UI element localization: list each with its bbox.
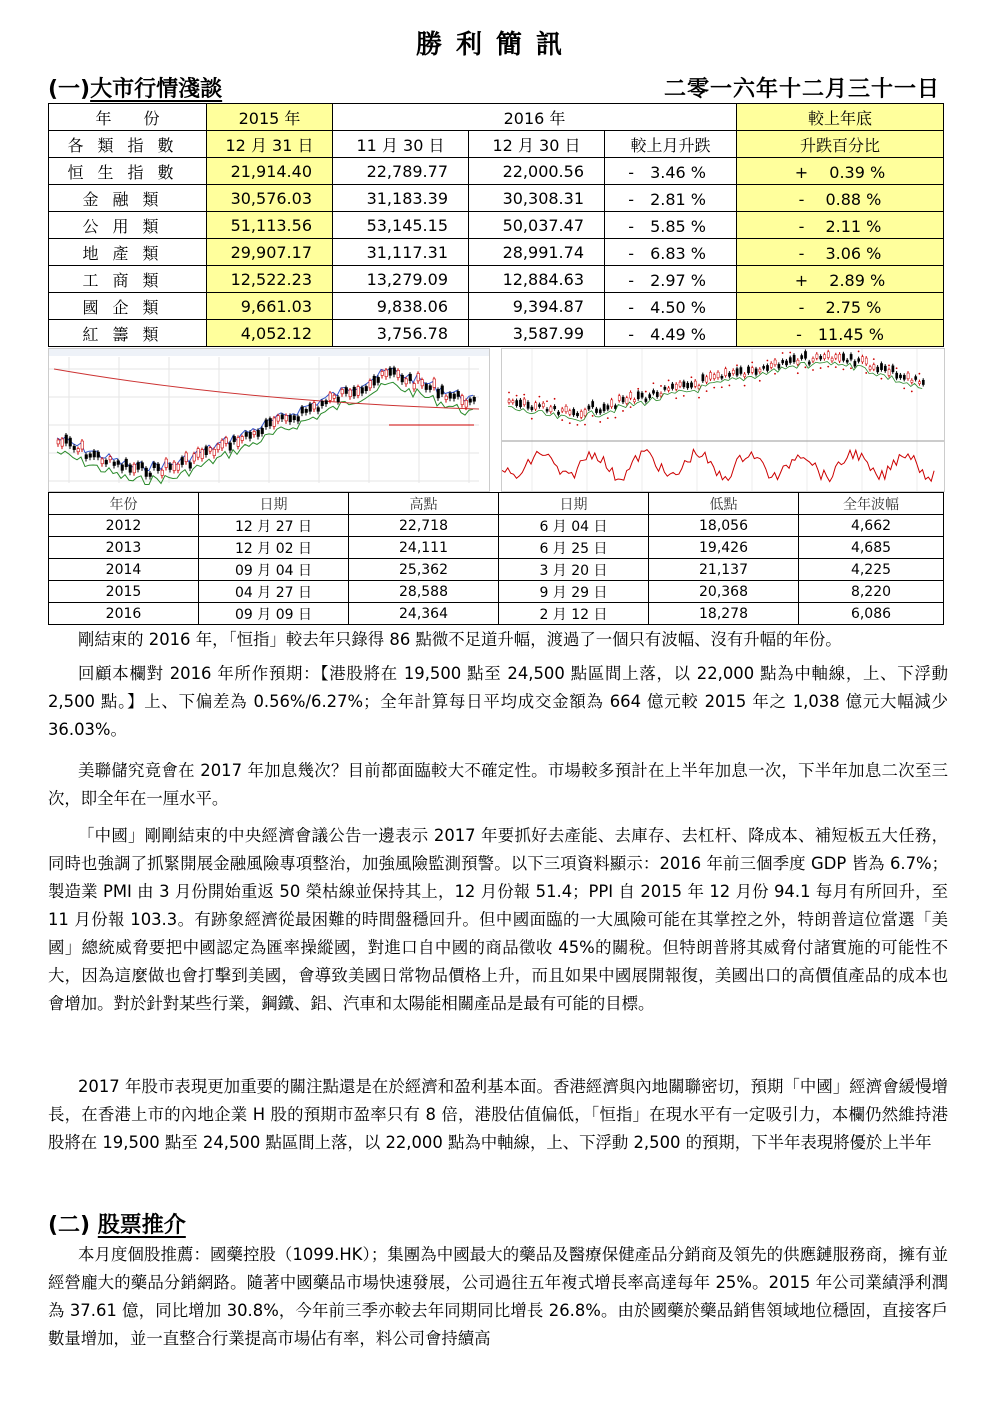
paragraph-3: 美聯儲究竟會在 2017 年加息幾次？目前都面臨較大不確定性。市場較多預計在上半年加息一次，下半年加息二次至三次，即全年在一厘水平。 xyxy=(48,761,948,808)
header-vs-last-year: 較上年底 xyxy=(737,104,944,131)
header-nov30: 11 月 30 日 xyxy=(333,131,469,158)
hl-range: 4,685 xyxy=(799,537,944,559)
hl-high-date: 04 月 27 日 xyxy=(199,581,349,603)
hl-high: 28,588 xyxy=(349,581,499,603)
indicator-svg xyxy=(502,349,944,491)
header-dec30: 12 月 30 日 xyxy=(469,131,605,158)
hl-year: 2014 xyxy=(49,559,199,581)
hl-low: 21,137 xyxy=(649,559,799,581)
change-yoy: - 2.75 % xyxy=(737,293,944,320)
hl-high-date: 12 月 27 日 xyxy=(199,515,349,537)
hl-year: 2016 xyxy=(49,603,199,625)
hl-high-date: 09 月 04 日 xyxy=(199,559,349,581)
hl-range: 8,220 xyxy=(799,581,944,603)
index-table-header-1 xyxy=(49,104,944,131)
index-row xyxy=(49,158,944,185)
value-2015: 9,661.03 xyxy=(207,293,333,320)
section2-title: 股票推介 xyxy=(97,1213,186,1238)
high-low-table xyxy=(48,492,944,625)
high-low-row xyxy=(49,581,944,603)
header-yoy-pct: 升跌百分比 xyxy=(737,131,944,158)
hl-high-date: 12 月 02 日 xyxy=(199,537,349,559)
value-2015: 4,052.12 xyxy=(207,320,333,347)
index-name: 工商類 xyxy=(49,266,207,293)
value-dec: 9,394.87 xyxy=(469,293,605,320)
section2-paragraph: 本月度個股推薦：國藥控股（1099.HK）；集團為中國最大的藥品及醫療保健產品分銷商及領先的供應鏈服務商，擁有並經營龐大的藥品分銷網路。隨著中國藥品市場快速發展，公司過往五年複式增長率高達每年 25%。2015 年公司業績淨利潤為 37.61 億，同比增加 30.8%，今年前三季亦較去年同期同比增長 26.8%。由於國藥於藥品銷售領域地位穩固，直接客戶數量增加，並一直整合行業提高市場佔有率，料公司會持續高 xyxy=(48,1245,948,1348)
high-low-row xyxy=(49,515,944,537)
paragraph-5: 2017 年股市表現更加重要的關注點還是在於經濟和盈利基本面。香港經濟與內地關聯密切，預期「中國」經濟會緩慢增長，在香港上市的內地企業 H 股的預期市盈率只有 8 倍，港股估值偏低，「恒指」在現水平有一定吸引力，本欄仍然維持港股將在 19,500 點至 24,500 點區間上落，以 22,000 點為中軸線，上、下浮動 2,500 的預期，下半年表現將優於上半年 xyxy=(48,1077,948,1152)
value-dec: 50,037.47 xyxy=(469,212,605,239)
index-table xyxy=(48,103,944,347)
section1-prefix: (一) xyxy=(48,77,91,102)
hl-header-low-date: 日期 xyxy=(499,493,649,515)
index-name: 金融類 xyxy=(49,185,207,212)
change-mom: - 5.85 % xyxy=(605,212,737,239)
candlestick-svg xyxy=(49,349,489,491)
hl-high: 22,718 xyxy=(349,515,499,537)
value-2015: 30,576.03 xyxy=(207,185,333,212)
value-nov: 31,117.31 xyxy=(333,239,469,266)
index-row xyxy=(49,320,944,347)
hl-high-date: 09 月 09 日 xyxy=(199,603,349,625)
hl-range: 4,662 xyxy=(799,515,944,537)
hl-low-date: 9 月 29 日 xyxy=(499,581,649,603)
value-nov: 9,838.06 xyxy=(333,293,469,320)
value-2015: 29,907.17 xyxy=(207,239,333,266)
hl-high: 24,111 xyxy=(349,537,499,559)
header-dec31: 12 月 31 日 xyxy=(207,131,333,158)
value-nov: 31,183.39 xyxy=(333,185,469,212)
value-nov: 53,145.15 xyxy=(333,212,469,239)
high-low-header xyxy=(49,493,944,515)
change-mom: - 2.97 % xyxy=(605,266,737,293)
change-yoy: - 11.45 % xyxy=(737,320,944,347)
hl-header-high-date: 日期 xyxy=(199,493,349,515)
change-mom: - 2.81 % xyxy=(605,185,737,212)
value-nov: 22,789.77 xyxy=(333,158,469,185)
hl-low: 18,056 xyxy=(649,515,799,537)
charts-row xyxy=(48,348,943,490)
change-mom: - 6.83 % xyxy=(605,239,737,266)
value-dec: 28,991.74 xyxy=(469,239,605,266)
value-dec: 3,587.99 xyxy=(469,320,605,347)
header-mom: 較上月升跌 xyxy=(605,131,737,158)
index-row xyxy=(49,212,944,239)
value-nov: 3,756.78 xyxy=(333,320,469,347)
change-yoy: + 2.89 % xyxy=(737,266,944,293)
index-name: 地產類 xyxy=(49,239,207,266)
change-yoy: - 3.06 % xyxy=(737,239,944,266)
value-dec: 12,884.63 xyxy=(469,266,605,293)
index-row xyxy=(49,266,944,293)
header-year: 年 份 xyxy=(49,104,207,131)
report-date: 二零一六年十二月三十一日 xyxy=(663,77,940,102)
hl-header-range: 全年波幅 xyxy=(799,493,944,515)
hang-seng-candlestick-chart xyxy=(48,348,490,492)
index-row xyxy=(49,293,944,320)
change-yoy: - 2.11 % xyxy=(737,212,944,239)
high-low-row xyxy=(49,559,944,581)
high-low-row xyxy=(49,603,944,625)
section2-heading xyxy=(48,1208,186,1239)
change-mom: - 4.49 % xyxy=(605,320,737,347)
value-nov: 13,279.09 xyxy=(333,266,469,293)
section1-heading xyxy=(48,72,222,103)
section1-title: 大市行情淺談 xyxy=(90,77,223,102)
newsletter-title: 勝利簡訊 xyxy=(415,30,576,60)
change-mom: - 4.50 % xyxy=(605,293,737,320)
value-dec: 22,000.56 xyxy=(469,158,605,185)
high-low-row xyxy=(49,537,944,559)
header-2016: 2016 年 xyxy=(333,104,737,131)
change-mom: - 3.46 % xyxy=(605,158,737,185)
hl-range: 6,086 xyxy=(799,603,944,625)
change-yoy: + 0.39 % xyxy=(737,158,944,185)
hl-low: 20,368 xyxy=(649,581,799,603)
value-2015: 51,113.56 xyxy=(207,212,333,239)
value-dec: 30,308.31 xyxy=(469,185,605,212)
hl-high: 24,364 xyxy=(349,603,499,625)
hl-high: 25,362 xyxy=(349,559,499,581)
index-row xyxy=(49,185,944,212)
header-2015: 2015 年 xyxy=(207,104,333,131)
hl-year: 2012 xyxy=(49,515,199,537)
index-table-header-2 xyxy=(49,131,944,158)
index-name: 公用類 xyxy=(49,212,207,239)
index-row xyxy=(49,239,944,266)
paragraph-1: 剛結束的 2016 年，「恒指」較去年只錄得 86 點微不足道升幅，渡過了一個只有波幅、沒有升幅的年份。 xyxy=(78,630,842,649)
hl-header-low: 低點 xyxy=(649,493,799,515)
hl-low-date: 2 月 12 日 xyxy=(499,603,649,625)
hl-header-year: 年份 xyxy=(49,493,199,515)
index-name: 國企類 xyxy=(49,293,207,320)
paragraph-2: 回顧本欄對 2016 年所作預期：【港股將在 19,500 點至 24,500 點區間上落，以 22,000 點為中軸線，上、下浮動 2,500 點。】上、下偏差為 0.56%/6.27%；全年計算每日平均成交金額為 664 億元較 2015 年之 1,038 億元大幅減少 36.03%。 xyxy=(48,664,948,739)
hl-year: 2015 xyxy=(49,581,199,603)
value-2015: 21,914.40 xyxy=(207,158,333,185)
paragraph-4: 「中國」剛剛結束的中央經濟會議公告一邊表示 2017 年要抓好去產能、去庫存、去杠杆、降成本、補短板五大任務，同時也強調了抓緊開展金融風險專項整治，加強風險監測預警。以下三項資料顯示：2016 年前三個季度 GDP 皆為 6.7%；製造業 PMI 由 3 月份開始重返 50 榮枯線並保持其上，12 月份報 51.4；PPI 自 2015 年 12 月份 94.1 每月有所回升，至 11 月份報 103.3。有跡象經濟從最困難的時間盤穩回升。但中國面臨的一大風險可能在其掌控之外，特朗普這位當選「美國」總統威脅要把中國認定為匯率操縱國，對進口自中國的商品徵收 45%的關稅。但特朗普將其威脅付諸實施的可能性不大，因為這麼做也會打擊到美國，會導致美國日常物品價格上升，而且如果中國展開報復，美國出口的高價值產品的成本也會增加。對於針對某些行業，鋼鐵、鋁、汽車和太陽能相關產品是最有可能的目標。 xyxy=(48,826,948,1013)
hl-low: 19,426 xyxy=(649,537,799,559)
hang-seng-indicator-chart xyxy=(501,348,945,492)
hl-low: 18,278 xyxy=(649,603,799,625)
index-name: 恒生指數 xyxy=(49,158,207,185)
hl-header-high: 高點 xyxy=(349,493,499,515)
hl-range: 4,225 xyxy=(799,559,944,581)
section2-prefix: (二) xyxy=(48,1213,91,1238)
hl-year: 2013 xyxy=(49,537,199,559)
index-name: 紅籌類 xyxy=(49,320,207,347)
hl-low-date: 6 月 25 日 xyxy=(499,537,649,559)
value-2015: 12,522.23 xyxy=(207,266,333,293)
hl-low-date: 3 月 20 日 xyxy=(499,559,649,581)
header-index-type: 各類指數 xyxy=(49,131,207,158)
change-yoy: - 0.88 % xyxy=(737,185,944,212)
hl-low-date: 6 月 04 日 xyxy=(499,515,649,537)
